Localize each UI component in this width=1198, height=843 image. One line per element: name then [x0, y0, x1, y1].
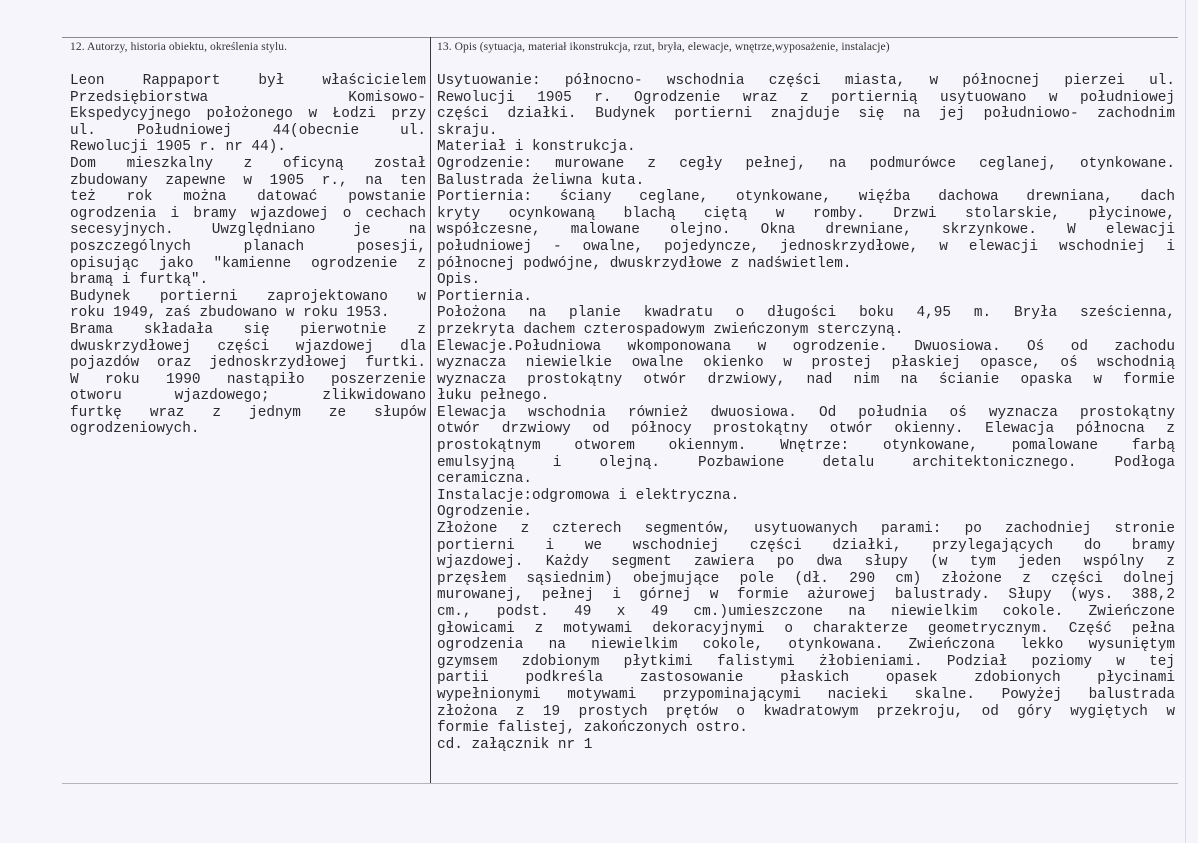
description-text-line: łuku pełnego. — [437, 388, 550, 405]
history-text-line: Rewolucji 1905 r. nr 44). — [70, 139, 286, 156]
description-text-line: części działki. Budynek portierni znajduje się na jej południowo- zachodnim — [437, 106, 1175, 123]
description-text-line: murowanej, pełnej i górnej w formie ażurowej balustrady. Słupy (wys. 388,2 — [437, 587, 1175, 604]
description-text-line: ceramiczna. — [437, 471, 532, 488]
description-text-line: Instalacje:odgromowa i elektryczna. — [437, 487, 740, 504]
description-text-line: Opis. — [437, 272, 481, 289]
description-text-line: wyznacza prostokątny otwór drzwiowy, nad nim na ścianie opaska w formie — [437, 371, 1175, 388]
description-text-line: Elewacja wschodnia również dwuosiowa. Od południa oś wyznacza prostokątny — [437, 404, 1175, 421]
history-text-line: Ekspedycyjnego położonego w Łodzi przy — [70, 106, 426, 123]
history-text-line: dwuskrzydłowej części wjazdowej dla — [70, 338, 426, 355]
description-text-line: północnej podwójne, dwuskrzydłowe z nadświetlem. — [437, 255, 852, 272]
description-text-line: gzymsem zdobionym płytkimi falistymi żłobieniami. Podział poziomy w tej — [437, 653, 1175, 670]
history-text-line: Budynek portierni zaprojektowano w — [70, 288, 426, 305]
description-text-line: złożona z 19 prostych prętów o kwadratowym przekroju, od góry wygiętych w — [437, 703, 1175, 720]
description-text-line: Balustrada żeliwna kuta. — [437, 172, 645, 189]
description-text-line: przekryta dachem czterospadowym zwieńczonym sterczyną. — [437, 321, 904, 338]
history-text-line: poszczególnych planach posesji, — [70, 238, 426, 255]
history-text-line: zbudowany zapewne w 1905 r., na ten — [70, 172, 426, 189]
history-text-line: ul. Południowej 44(obecnie ul. — [70, 122, 426, 139]
bottom-rule — [62, 783, 1178, 784]
history-text-line: furtkę wraz z jednym ze słupów — [70, 404, 426, 421]
description-text-line: wjazdowej. Każdy segment zawiera po dwa słupy (w tym jeden wspólny z — [437, 554, 1175, 571]
top-rule — [62, 37, 1178, 38]
description-text-line: przęsłem sąsiednim) obejmujące pole (dł. 290 cm) złożone z części dolnej — [437, 570, 1175, 587]
description-text-line: Ogrodzenie. — [437, 504, 532, 521]
description-text-line: otwór drzwiowy od północy prostokątny otwór okienny. Elewacja północna z — [437, 421, 1175, 438]
history-text-column — [70, 73, 426, 438]
description-text-line: wypełnionymi motywami przypominającymi nacieki skalne. Powyżej balustrada — [437, 686, 1175, 703]
description-text-line: skraju. — [437, 122, 498, 139]
description-text-line: Rewolucji 1905 r. Ogrodzenie wraz z portiernią usytuowano w południowej — [437, 89, 1175, 106]
history-text-line: też rok można datować powstanie — [70, 189, 426, 206]
history-text-line: secesyjnych. Uwzględniano je na — [70, 222, 426, 239]
description-text-line: Materiał i konstrukcja. — [437, 139, 636, 156]
description-text-line: partii podkreśla zastosowanie płaskich opasek zdobionych płycinami — [437, 670, 1175, 687]
history-text-line: bramą i furtką". — [70, 272, 209, 289]
right-column-heading: 13. Opis (sytuacja, materiał ikonstrukcja, rzut, bryła, elewacje, wnętrze,wyposażenie, instalacje) — [437, 41, 890, 53]
history-text-line: opisując jako "kamienne ogrodzenie z — [70, 255, 426, 272]
history-text-line: Przedsiębiorstwa Komisowo- — [70, 89, 426, 106]
history-text-line: ogrodzeniowych. — [70, 421, 200, 438]
column-divider — [430, 37, 431, 783]
description-text-line: Usytuowanie: północno- wschodnia części miasta, w północnej pierzei ul. — [437, 73, 1175, 89]
description-text-line: cd. załącznik nr 1 — [437, 736, 593, 753]
history-text-line: Dom mieszkalny z oficyną został — [70, 155, 426, 172]
history-text-line: W roku 1990 nastąpiło poszerzenie — [70, 371, 426, 388]
description-text-line: Portiernia. — [437, 288, 532, 305]
description-text-line: Złożone z czterech segmentów, usytuowanych parami: po zachodniej stronie — [437, 521, 1175, 538]
description-text-line: formie falistej, zakończonych ostro. — [437, 720, 748, 737]
description-text-line: kryty ocynkowaną blachą ciętą w romby. Drzwi stolarskie, płycinowe, — [437, 205, 1175, 222]
history-text-line: Brama składała się pierwotnie z — [70, 321, 426, 338]
description-text-line: Ogrodzenie: murowane z cegły pełnej, na podmurówce ceglanej, otynkowane. — [437, 155, 1175, 172]
history-text-line: otworu wjazdowego; zlikwidowano — [70, 388, 426, 405]
description-text-line: ogrodzenia na niewielkim cokole, otynkowana. Zwieńczona lekko wysuniętym — [437, 637, 1175, 654]
description-text-line: głowicami z motywami dekoracyjnymi o charakterze geometrycznym. Część pełna — [437, 620, 1175, 637]
description-text-line: Portiernia: ściany ceglane, otynkowane, więźba dachowa drewniana, dach — [437, 189, 1175, 206]
history-text-line: pojazdów oraz jednoskrzydłowej furtki. — [70, 355, 426, 372]
description-text-line: emulsyjną i olejną. Pozbawione detalu architektonicznego. Podłoga — [437, 454, 1175, 471]
description-text-line: południowej - owalne, pojedyncze, jednoskrzydłowe, w elewacji wschodniej i — [437, 238, 1175, 255]
page-edge — [1185, 0, 1186, 843]
description-text-line: współczesne, malowane olejno. Okna drewniane, skrzynkowe. W elewacji — [437, 222, 1175, 239]
history-text-line: ogrodzenia i bramy wjazdowej o cechach — [70, 205, 426, 222]
description-text-column — [437, 73, 1175, 753]
description-text-line: portierni i we wschodniej części działki, przylegających do bramy — [437, 537, 1175, 554]
description-text-line: Elewacje.Południowa wkomponowana w ogrodzenie. Dwuosiowa. Oś od zachodu — [437, 338, 1175, 355]
description-text-line: Położona na planie kwadratu o długości boku 4,95 m. Bryła sześcienna, — [437, 305, 1175, 322]
history-text-line: roku 1949, zaś zbudowano w roku 1953. — [70, 305, 390, 322]
description-text-line: wyznacza niewielkie owalne okienko w prostej płaskiej opasce, oś wschodnią — [437, 355, 1175, 372]
history-text-line: Leon Rappaport był właścicielem — [70, 73, 426, 89]
left-column-heading: 12. Autorzy, historia obiektu, określenia stylu. — [70, 41, 288, 53]
description-text-line: prostokątnym otworem okiennym. Wnętrze: otynkowane, pomalowane farbą — [437, 438, 1175, 455]
description-text-line: cm., podst. 49 x 49 cm.)umieszczone na niewielkim cokole. Zwieńczone — [437, 604, 1175, 620]
